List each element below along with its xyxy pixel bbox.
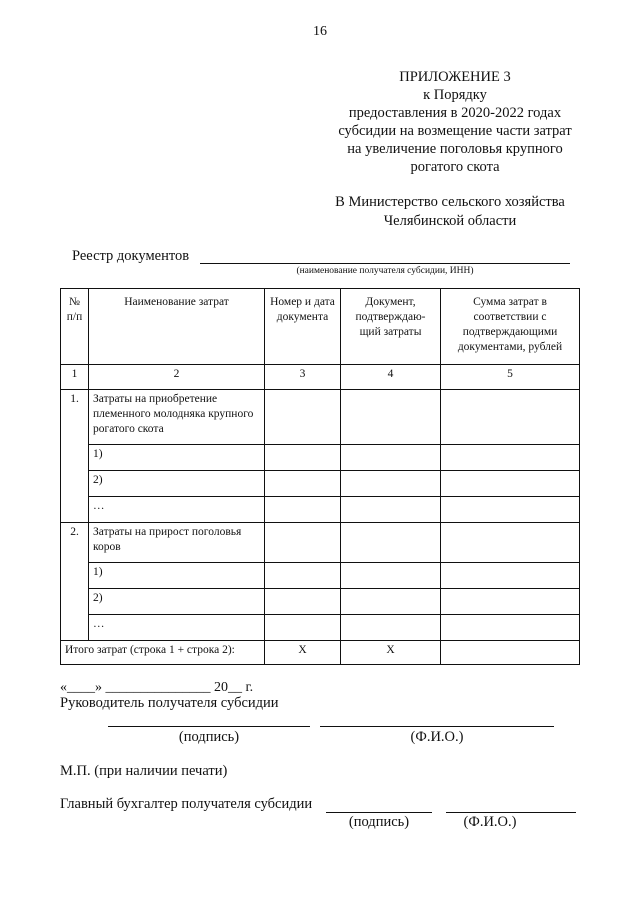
row-number: 1.: [61, 390, 89, 523]
header-cell: Номер и дата документа: [265, 289, 341, 365]
registry-label: Реестр документов: [72, 248, 190, 264]
table-row: [61, 563, 580, 589]
expense-name: Затраты на приобретение племенного молодняка крупного рогатого скота: [89, 390, 265, 445]
fio-line: [446, 812, 576, 813]
appendix-title: ПРИЛОЖЕНИЕ 3: [399, 69, 511, 85]
table-cell: [441, 615, 580, 641]
table-cell: [265, 563, 341, 589]
recipient-block: [300, 193, 600, 231]
table-row: [61, 497, 580, 523]
signature-line: [326, 812, 432, 813]
sub-item: 1): [89, 563, 265, 589]
table-cell: [265, 445, 341, 471]
table-header-row: [61, 289, 580, 365]
header-cell: Наименование затрат: [89, 289, 265, 365]
table-cell: [341, 523, 441, 563]
header-cell: Сумма затрат в соответствии с подтверждающими документами, рублей: [441, 289, 580, 365]
table-row: [61, 615, 580, 641]
table-cell: [341, 615, 441, 641]
table-cell: [441, 589, 580, 615]
column-number-row: [61, 365, 580, 390]
appendix-line: предоставления в 2020-2022 годах: [348, 105, 562, 121]
table-cell: [265, 390, 341, 445]
fio-caption: (Ф.И.О.): [463, 814, 517, 830]
table-cell: [265, 471, 341, 497]
expense-name: Затраты на прирост поголовья коров: [89, 523, 265, 563]
table-row: [61, 390, 580, 445]
table-cell: [341, 589, 441, 615]
table-cell: [441, 563, 580, 589]
total-mark: X: [265, 641, 341, 665]
total-mark: X: [341, 641, 441, 665]
table-cell: [441, 641, 580, 665]
column-number: 3: [265, 365, 341, 390]
recipient-line: В Министерство сельского хозяйства: [335, 194, 565, 210]
registry-caption: (наименование получателя субсидии, ИНН): [296, 266, 474, 276]
fio-line: [320, 726, 554, 727]
column-number: 4: [341, 365, 441, 390]
head-label: Руководитель получателя субсидии: [60, 695, 279, 711]
fio-caption: (Ф.И.О.): [410, 729, 464, 745]
table-cell: [341, 497, 441, 523]
sub-item: …: [89, 615, 265, 641]
appendix-line: субсидии на возмещение части затрат: [338, 123, 572, 139]
table-row: [61, 445, 580, 471]
table-row: [61, 523, 580, 563]
page-number: 16: [313, 24, 327, 39]
registry-underline: [200, 263, 570, 264]
header-cell: Документ, подтверждаю-щий затраты: [341, 289, 441, 365]
signature-line: [108, 726, 310, 727]
table-cell: [441, 390, 580, 445]
column-number: 1: [61, 365, 89, 390]
stamp-note: М.П. (при наличии печати): [60, 763, 228, 779]
table-cell: [265, 497, 341, 523]
appendix-line: к Порядку: [423, 87, 487, 103]
table-cell: [441, 445, 580, 471]
sub-item: 2): [89, 471, 265, 497]
table-cell: [265, 589, 341, 615]
table-cell: [265, 523, 341, 563]
table-cell: [341, 563, 441, 589]
column-number: 5: [441, 365, 580, 390]
appendix-header: [320, 68, 590, 176]
table-cell: [341, 390, 441, 445]
header-cell: № п/п: [61, 289, 89, 365]
appendix-line: рогатого скота: [410, 159, 500, 175]
table-cell: [341, 445, 441, 471]
signature-caption: (подпись): [178, 729, 240, 745]
table-cell: [265, 615, 341, 641]
sub-item: …: [89, 497, 265, 523]
registry-table: [60, 288, 580, 665]
sub-item: 2): [89, 589, 265, 615]
accountant-label: Главный бухгалтер получателя субсидии: [60, 796, 313, 812]
column-number: 2: [89, 365, 265, 390]
signature-caption: (подпись): [348, 814, 410, 830]
table-row: [61, 589, 580, 615]
recipient-line: Челябинской области: [383, 213, 517, 229]
row-number: 2.: [61, 523, 89, 641]
total-row: [61, 641, 580, 665]
sub-item: 1): [89, 445, 265, 471]
table-cell: [441, 523, 580, 563]
table-cell: [441, 471, 580, 497]
table-row: [61, 471, 580, 497]
table-cell: [341, 471, 441, 497]
appendix-line: на увеличение поголовья крупного: [347, 141, 563, 157]
table-cell: [441, 497, 580, 523]
date-line: «____» _______________ 20__ г.: [60, 680, 254, 695]
total-label: Итого затрат (строка 1 + строка 2):: [61, 641, 265, 665]
